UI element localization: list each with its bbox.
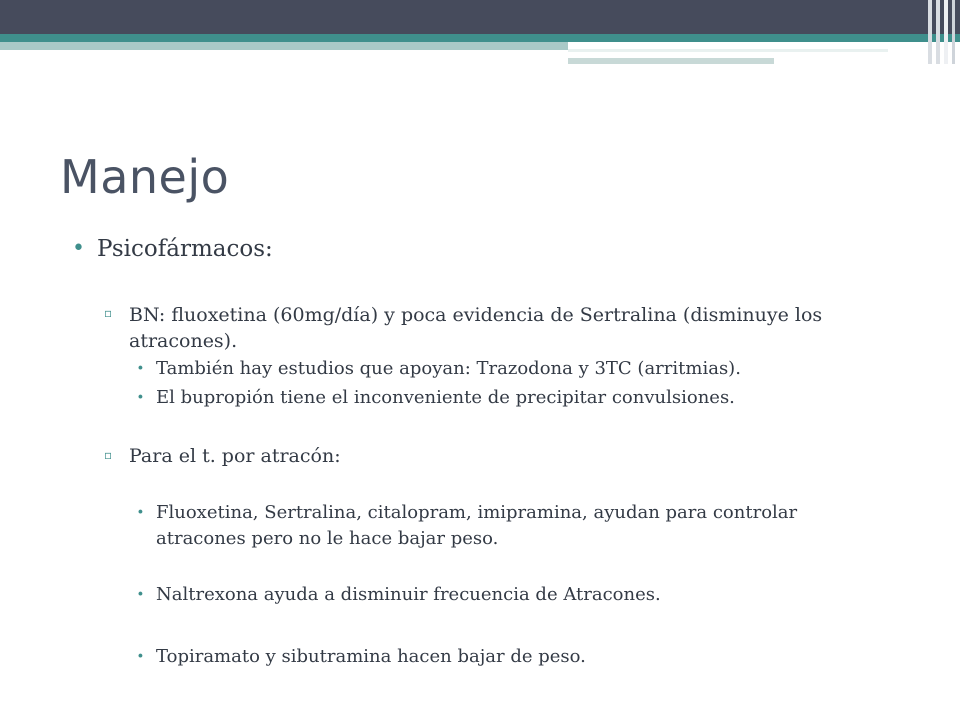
bullet-level2-icon: ▫	[104, 306, 113, 320]
bullet-level3-icon: ∙	[137, 360, 144, 376]
bullet-atracon: Para el t. por atracón:	[129, 445, 341, 467]
bullet-level3-icon: ∙	[137, 586, 144, 602]
bullet-level3-icon: ∙	[137, 504, 144, 520]
bullet-naltrexona: Naltrexona ayuda a disminuir frecuencia de Atracones.	[156, 584, 661, 605]
bullet-level1-icon: •	[72, 236, 85, 261]
slide-title: Manejo	[60, 150, 230, 204]
bullet-trazodona: También hay estudios que apoyan: Trazodona y 3TC (arritmias).	[156, 358, 741, 379]
bullet-fluoxetina: Fluoxetina, Sertralina, citalopram, imipramina, ayudan para controlar atracones pero no le hace bajar peso.	[156, 502, 798, 549]
bullet-topiramato: Topiramato y sibutramina hacen bajar de peso.	[156, 646, 586, 667]
bullet-level3-icon: ∙	[137, 389, 144, 405]
bullet-psicofarmacos: Psicofármacos:	[97, 236, 273, 262]
bullet-level2-icon: ▫	[104, 448, 113, 462]
bullet-bupropion: El bupropión tiene el inconveniente de precipitar convulsiones.	[156, 387, 735, 408]
bullet-level3-icon: ∙	[137, 648, 144, 664]
bullet-bn: BN: fluoxetina (60mg/día) y poca evidencia de Sertralina (disminuye los atracones).	[129, 304, 823, 352]
